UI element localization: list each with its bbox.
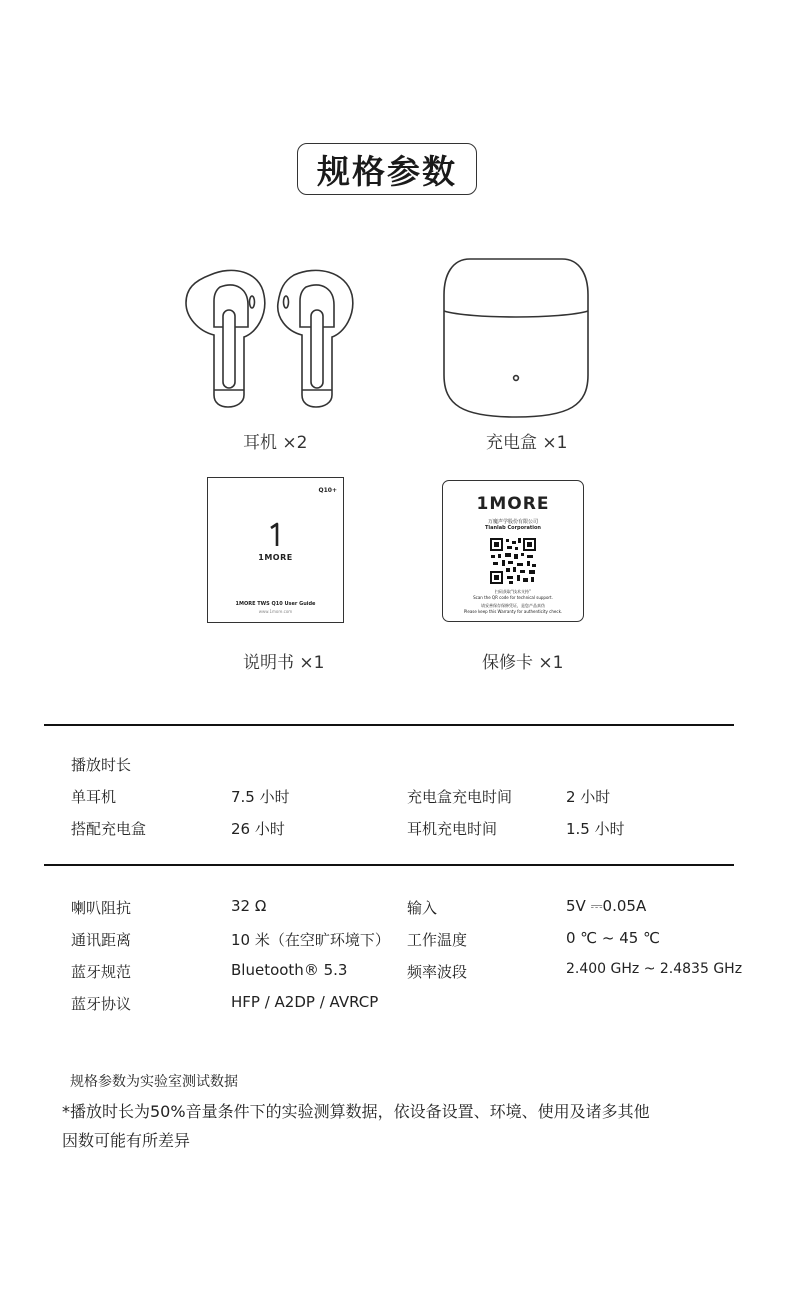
manual-guide-title: 1MORE TWS Q10 User Guide <box>235 601 316 607</box>
playtime-disclaimer: *播放时长为50%音量条件下的实验测算数据，依设备设置、环境、使用及诸多其他因数可能有所差异 <box>62 1102 650 1150</box>
spec-value: 2.400 GHz ~ 2.4835 GHz <box>566 961 743 977</box>
warranty-company-en: Tianlab Corporation <box>485 525 541 531</box>
warranty-card-caption: 保修卡 ×1 <box>482 653 564 673</box>
charging-case-caption: 充电盒 ×1 <box>486 433 568 453</box>
user-manual-caption: 说明书 ×1 <box>243 653 325 673</box>
spec-label: 单耳机 <box>71 788 117 806</box>
spec-value: 5V ⎓0.05A <box>566 897 647 915</box>
user-manual-illustration <box>207 477 344 623</box>
spec-value: HFP / A2DP / AVRCP <box>231 993 379 1011</box>
spec-label: 工作温度 <box>407 931 468 949</box>
page-title: 规格参数 <box>297 143 477 195</box>
section-divider <box>44 864 734 866</box>
spec-value: 7.5 小时 <box>231 788 290 806</box>
brand-logo-icon <box>268 522 282 548</box>
spec-label: 蓝牙协议 <box>71 995 132 1013</box>
spec-value: 0 ℃ ~ 45 ℃ <box>566 929 660 947</box>
spec-label: 耳机充电时间 <box>407 820 498 838</box>
earbuds-illustration <box>180 265 370 410</box>
warranty-keep-en: Please keep this Warranty for authenticity check. <box>463 609 563 614</box>
manual-brand: 1MORE <box>258 553 293 562</box>
earbuds-caption: 耳机 ×2 <box>243 433 308 453</box>
spec-value: 10 米（在空旷环境下） <box>231 931 390 949</box>
spec-label: 搭配充电盒 <box>71 820 147 838</box>
spec-value: 2 小时 <box>566 788 611 806</box>
spec-value: 32 Ω <box>231 897 267 915</box>
spec-value: 26 小时 <box>231 820 285 838</box>
warranty-scan-cn: 扫码获取“技术支持” <box>494 589 532 594</box>
spec-label: 输入 <box>407 899 438 917</box>
manual-url: www.1more.com <box>258 609 293 614</box>
playtime-heading: 播放时长 <box>71 756 132 774</box>
warranty-card-illustration <box>442 480 584 622</box>
qr-code-icon <box>489 537 537 585</box>
spec-label: 充电盒充电时间 <box>407 788 513 806</box>
spec-label: 通讯距离 <box>71 931 132 949</box>
spec-label: 频率波段 <box>407 963 468 981</box>
warranty-brand: 1MORE <box>476 494 550 514</box>
warranty-keep-cn: 请妥善保存保修凭证，是您产品真伪 <box>481 603 545 608</box>
spec-value: 1.5 小时 <box>566 820 625 838</box>
warranty-company-cn: 万魔声学股份有限公司 <box>487 519 538 525</box>
spec-value: Bluetooth® 5.3 <box>231 961 348 979</box>
manual-model-tag: Q10+ <box>318 487 337 494</box>
warranty-scan-en: Scan the QR code for technical support. <box>473 595 553 600</box>
lab-data-note: 规格参数为实验室测试数据 <box>70 1074 238 1090</box>
section-divider <box>44 724 734 726</box>
spec-label: 蓝牙规范 <box>71 963 132 981</box>
charging-case-illustration <box>440 255 592 420</box>
spec-label: 喇叭阻抗 <box>71 899 132 917</box>
